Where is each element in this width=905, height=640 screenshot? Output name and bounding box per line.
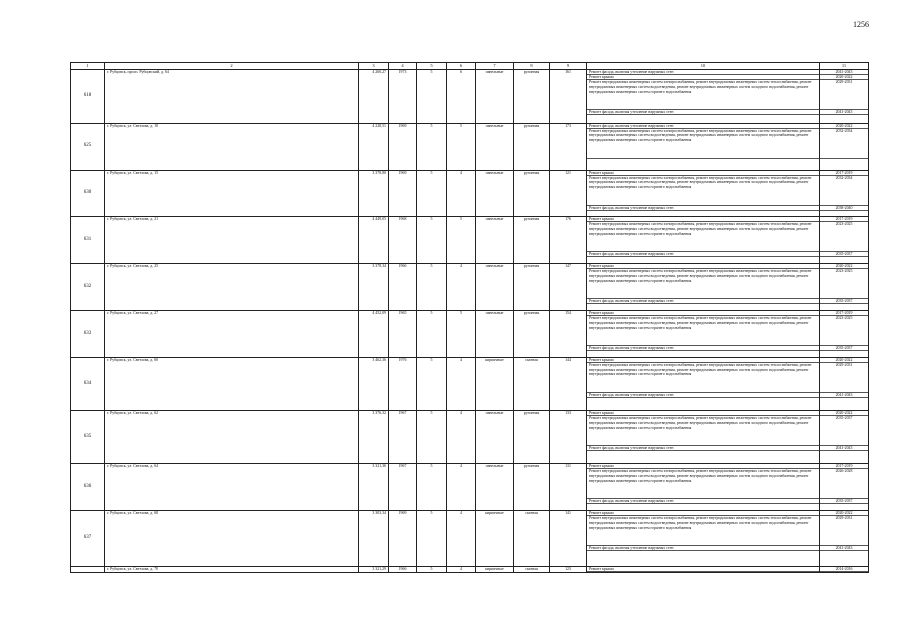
repair-period: 2020-2022 <box>820 411 868 416</box>
address: г. Рубцовск, ул. Светлова, д. 62 <box>105 411 359 464</box>
repair-period: 2023-2025 <box>820 222 868 252</box>
entrances: 4 <box>447 170 476 217</box>
repair-work-item: Ремонт крыши <box>587 464 819 469</box>
entrances: 4 <box>447 264 476 311</box>
repair-periods <box>820 123 869 170</box>
wall-material: кирпичные <box>476 357 514 410</box>
repair-period: 2017-2019 <box>820 311 868 316</box>
row-number <box>71 566 105 572</box>
repair-work-item: Ремонт фасада, включая утепление наружных стен <box>587 252 819 257</box>
repair-work-item: Ремонт внутридомовых инженерных систем электроснабжения, ремонт внутридомовых инженерных систем теплоснабжения, ремонт внутридомовых инженерных систем водоотведения, ремонт внутридомовых инженерных систем холодного водоснабжения, ремонт внутридомовых инженерных систем горячего водоснабжения <box>587 363 819 393</box>
build-year: 1976 <box>389 357 417 410</box>
repair-work-item: Ремонт фасада, включая утепление наружных стен <box>587 299 819 304</box>
floors: 5 <box>417 123 447 170</box>
repair-period: 2032-2034 <box>820 176 868 206</box>
address: г. Рубцовск, ул. Светлова, д. 60 <box>105 357 359 410</box>
address: г. Рубцовск, просп. Рубцовский, д. 64 <box>105 70 359 123</box>
page-number: 1256 <box>853 20 869 29</box>
row-number: 630 <box>71 170 105 217</box>
entrances: 4 <box>447 357 476 410</box>
row-number: 636 <box>71 464 105 511</box>
repair-work-item: Ремонт внутридомовых инженерных систем электроснабжения, ремонт внутридомовых инженерных систем теплоснабжения, ремонт внутридомовых инженерных систем водоотведения, ремонт внутридомовых инженерных систем холодного водоснабжения, ремонт внутридомовых инженерных систем горячего водоснабжения <box>587 469 819 499</box>
repair-period: 2020-2022 <box>820 358 868 363</box>
wall-material: панельные <box>476 70 514 123</box>
wall-material: панельные <box>476 264 514 311</box>
table-row <box>71 123 869 170</box>
column-number: 2 <box>105 63 359 70</box>
table-row <box>71 217 869 264</box>
repair-period: 2020-2022 <box>820 124 868 129</box>
repair-work-item: Ремонт внутридомовых инженерных систем электроснабжения, ремонт внутридомовых инженерных систем теплоснабжения, ремонт внутридомовых инженерных систем водоотведения, ремонт внутридомовых инженерных систем холодного водоснабжения, ремонт внутридомовых инженерных систем горячего водоснабжения <box>587 222 819 252</box>
repair-period: 2023-2025 <box>820 269 868 299</box>
repair-works <box>587 217 820 264</box>
repair-works <box>587 464 820 511</box>
row-number: 633 <box>71 311 105 358</box>
repair-periods <box>820 311 869 358</box>
total-area: 3 321,29 <box>359 566 389 572</box>
repair-period: 2038-2040 <box>820 206 868 211</box>
table-row <box>71 264 869 311</box>
build-year: 1969 <box>389 123 417 170</box>
repair-period: 2041-2043 <box>820 546 868 551</box>
total-area: 4 452,09 <box>359 311 389 358</box>
repair-work-item: Ремонт крыши <box>587 217 819 222</box>
repair-work-item: Ремонт фасада, включая утепление наружных стен <box>587 446 819 451</box>
table-row <box>71 170 869 217</box>
roof-type: скатная <box>514 511 550 566</box>
repair-work-item: Ремонт фасада, включая утепление наружных стен <box>587 70 819 75</box>
floors: 5 <box>417 170 447 217</box>
column-number: 9 <box>550 63 587 70</box>
address: г. Рубцовск, ул. Светлова, д. 15 <box>105 170 359 217</box>
repair-work-item: Ремонт крыши <box>587 264 819 269</box>
floors: 5 <box>417 411 447 464</box>
repair-period: 2035-2037 <box>820 252 868 257</box>
entrances: 5 <box>447 123 476 170</box>
residents: 144 <box>550 357 587 410</box>
residents: 176 <box>550 217 587 264</box>
entrances: 4 <box>447 464 476 511</box>
repair-work-item: Ремонт фасада, включая утепление наружных стен <box>587 124 819 129</box>
table-row <box>71 511 869 566</box>
repair-work-item: Ремонт внутридомовых инженерных систем электроснабжения, ремонт внутридомовых инженерных систем теплоснабжения, ремонт внутридомовых инженерных систем водоотведения, ремонт внутридомовых инженерных систем холодного водоснабжения, ремонт внутридомовых инженерных систем горячего водоснабжения <box>587 129 819 159</box>
row-number: 618 <box>71 70 105 123</box>
entrances: 4 <box>447 411 476 464</box>
repair-works <box>587 566 820 572</box>
column-number: 5 <box>417 63 447 70</box>
wall-material: кирпичные <box>476 511 514 566</box>
repair-work-item: Ремонт крыши <box>587 511 819 516</box>
table-row <box>71 357 869 410</box>
row-number: 631 <box>71 217 105 264</box>
repair-periods <box>820 217 869 264</box>
repair-period: 2017-2019 <box>820 171 868 176</box>
repair-periods <box>820 70 869 123</box>
repair-periods <box>820 170 869 217</box>
roof-type: рулонная <box>514 123 550 170</box>
build-year: 1966 <box>389 264 417 311</box>
repair-periods <box>820 264 869 311</box>
total-area: 4 449,05 <box>359 217 389 264</box>
repair-works <box>587 123 820 170</box>
roof-type: рулонная <box>514 217 550 264</box>
address: г. Рубцовск, ул. Светлова, д. 25 <box>105 264 359 311</box>
repair-works <box>587 357 820 410</box>
repair-works <box>587 264 820 311</box>
residents: 173 <box>550 123 587 170</box>
repair-works <box>587 311 820 358</box>
repair-periods <box>820 511 869 566</box>
repair-period: 2020-2022 <box>820 75 868 80</box>
repair-period: 2020-2022 <box>820 264 868 269</box>
roof-type: рулонная <box>514 411 550 464</box>
residents: 131 <box>550 464 587 511</box>
total-area: 4 260,27 <box>359 70 389 123</box>
roof-type: скатная <box>514 357 550 410</box>
total-area: 3 303,34 <box>359 511 389 566</box>
repair-work-item: Ремонт фасада, включая утепление наружных стен <box>587 546 819 551</box>
wall-material: панельные <box>476 311 514 358</box>
residents: 161 <box>550 70 587 123</box>
entrances: 4 <box>447 566 476 572</box>
repair-period: 2041-2043 <box>820 70 868 75</box>
repair-period: 2029-2031 <box>820 363 868 393</box>
repair-work-item: Ремонт крыши <box>587 358 819 363</box>
residents: 147 <box>550 264 587 311</box>
repair-period: 2041-2043 <box>820 110 868 115</box>
entrances: 6 <box>447 70 476 123</box>
residents: 133 <box>550 411 587 464</box>
roof-type: рулонная <box>514 170 550 217</box>
address: г. Рубцовск, ул. Светлова, д. 21 <box>105 217 359 264</box>
floors: 5 <box>417 217 447 264</box>
column-number: 10 <box>587 63 820 70</box>
floors: 5 <box>417 264 447 311</box>
roof-type: скатная <box>514 566 550 572</box>
repair-period: 2017-2019 <box>820 464 868 469</box>
address: г. Рубцовск, ул. Светлова, д. 70 <box>105 566 359 572</box>
repair-period: 2032-2034 <box>820 129 868 159</box>
build-year: 1965 <box>389 311 417 358</box>
row-number: 625 <box>71 123 105 170</box>
build-year: 1973 <box>389 70 417 123</box>
repair-period: 2041-2043 <box>820 446 868 451</box>
table-row <box>71 464 869 511</box>
floors: 5 <box>417 464 447 511</box>
floors: 5 <box>417 566 447 572</box>
residents: 154 <box>550 311 587 358</box>
repair-periods <box>820 464 869 511</box>
repair-period: 2029-2031 <box>820 80 868 110</box>
repair-work-item: Ремонт внутридомовых инженерных систем электроснабжения, ремонт внутридомовых инженерных систем теплоснабжения, ремонт внутридомовых инженерных систем водоотведения, ремонт внутридомовых инженерных систем холодного водоснабжения, ремонт внутридомовых инженерных систем горячего водоснабжения <box>587 416 819 446</box>
repair-work-item: Ремонт крыши <box>587 411 819 416</box>
build-year: 1969 <box>389 511 417 566</box>
address: г. Рубцовск, ул. Светлова, д. 27 <box>105 311 359 358</box>
roof-type: рулонная <box>514 264 550 311</box>
repair-period: 2041-2043 <box>820 393 868 398</box>
repair-period: 2035-2037 <box>820 299 868 304</box>
build-year: 1969 <box>389 170 417 217</box>
residents: 123 <box>550 566 587 572</box>
repair-work-item: Ремонт крыши <box>587 311 819 316</box>
repair-work-item: Ремонт фасада, включая утепление наружных стен <box>587 499 819 504</box>
column-number: 6 <box>447 63 476 70</box>
repair-periods <box>820 357 869 410</box>
row-number: 637 <box>71 511 105 566</box>
column-number: 4 <box>389 63 417 70</box>
repair-period: 2035-2037 <box>820 346 868 351</box>
wall-material: кирпичные <box>476 566 514 572</box>
capital-repair-table <box>70 62 869 573</box>
column-number: 3 <box>359 63 389 70</box>
wall-material: панельные <box>476 411 514 464</box>
repair-works <box>587 170 820 217</box>
total-area: 4 228,51 <box>359 123 389 170</box>
repair-work-item: Ремонт крыши <box>587 567 819 572</box>
floors: 5 <box>417 357 447 410</box>
column-number: 11 <box>820 63 869 70</box>
repair-work-item: Ремонт внутридомовых инженерных систем электроснабжения, ремонт внутридомовых инженерных систем теплоснабжения, ремонт внутридомовых инженерных систем водоотведения, ремонт внутридомовых инженерных систем холодного водоснабжения, ремонт внутридомовых инженерных систем горячего водоснабжения <box>587 269 819 299</box>
address: г. Рубцовск, ул. Светлова, д. 10 <box>105 123 359 170</box>
repair-work-item: Ремонт крыши <box>587 171 819 176</box>
build-year: 1967 <box>389 464 417 511</box>
roof-type: рулонная <box>514 311 550 358</box>
repair-work-item: Ремонт фасада, включая утепление наружных стен <box>587 110 819 115</box>
repair-period: 2023-2025 <box>820 316 868 346</box>
repair-works <box>587 411 820 464</box>
table-row <box>71 311 869 358</box>
repair-period: 2014-2016 <box>820 567 868 572</box>
build-year: 1967 <box>389 411 417 464</box>
row-number: 632 <box>71 264 105 311</box>
repair-period: 2035-2037 <box>820 499 868 504</box>
column-number-row <box>71 63 869 70</box>
total-area: 3 462,36 <box>359 357 389 410</box>
repair-work-item: Ремонт внутридомовых инженерных систем электроснабжения, ремонт внутридомовых инженерных систем теплоснабжения, ремонт внутридомовых инженерных систем водоотведения, ремонт внутридомовых инженерных систем холодного водоснабжения, ремонт внутридомовых инженерных систем горячего водоснабжения <box>587 80 819 110</box>
repair-period: 2026-2028 <box>820 469 868 499</box>
repair-work-item: Ремонт внутридомовых инженерных систем электроснабжения, ремонт внутридомовых инженерных систем теплоснабжения, ремонт внутридомовых инженерных систем водоотведения, ремонт внутридомовых инженерных систем холодного водоснабжения, ремонт внутридомовых инженерных систем горячего водоснабжения <box>587 176 819 206</box>
repair-work-item: Ремонт внутридомовых инженерных систем электроснабжения, ремонт внутридомовых инженерных систем теплоснабжения, ремонт внутридомовых инженерных систем водоотведения, ремонт внутридомовых инженерных систем холодного водоснабжения, ремонт внутридомовых инженерных систем горячего водоснабжения <box>587 316 819 346</box>
total-area: 3 378,80 <box>359 170 389 217</box>
entrances: 5 <box>447 311 476 358</box>
floors: 5 <box>417 70 447 123</box>
repair-work-item: Ремонт фасада, включая утепление наружных стен <box>587 393 819 398</box>
repair-periods <box>820 411 869 464</box>
column-number: 8 <box>514 63 550 70</box>
residents: 141 <box>550 511 587 566</box>
roof-type: рулонная <box>514 464 550 511</box>
entrances: 5 <box>447 217 476 264</box>
repair-period: 2029-2031 <box>820 516 868 546</box>
row-number: 635 <box>71 411 105 464</box>
table-row <box>71 566 869 572</box>
build-year: 1968 <box>389 217 417 264</box>
floors: 5 <box>417 311 447 358</box>
column-number: 7 <box>476 63 514 70</box>
repair-period: 2020-2022 <box>820 511 868 516</box>
total-area: 3 376,32 <box>359 411 389 464</box>
residents: 121 <box>550 170 587 217</box>
wall-material: панельные <box>476 170 514 217</box>
row-number: 634 <box>71 357 105 410</box>
repair-period: 2017-2019 <box>820 217 868 222</box>
table-row <box>71 70 869 123</box>
roof-type: рулонная <box>514 70 550 123</box>
address: г. Рубцовск, ул. Светлова, д. 68 <box>105 511 359 566</box>
total-area: 3 378,34 <box>359 264 389 311</box>
wall-material: панельные <box>476 464 514 511</box>
build-year: 1966 <box>389 566 417 572</box>
repair-work-item: Ремонт фасада, включая утепление наружных стен <box>587 206 819 211</box>
repair-work-item: Ремонт фасада, включая утепление наружных стен <box>587 346 819 351</box>
repair-work-item: Ремонт крыши <box>587 75 819 80</box>
wall-material: панельные <box>476 123 514 170</box>
floors: 5 <box>417 511 447 566</box>
address: г. Рубцовск, ул. Светлова, д. 64 <box>105 464 359 511</box>
column-number: 1 <box>71 63 105 70</box>
entrances: 4 <box>447 511 476 566</box>
repair-works <box>587 70 820 123</box>
total-area: 3 321,36 <box>359 464 389 511</box>
table-row <box>71 411 869 464</box>
repair-work-item: Ремонт внутридомовых инженерных систем электроснабжения, ремонт внутридомовых инженерных систем теплоснабжения, ремонт внутридомовых инженерных систем водоотведения, ремонт внутридомовых инженерных систем холодного водоснабжения, ремонт внутридомовых инженерных систем горячего водоснабжения <box>587 516 819 546</box>
repair-period: 2035-2037 <box>820 416 868 446</box>
repair-works <box>587 511 820 566</box>
wall-material: панельные <box>476 217 514 264</box>
repair-periods <box>820 566 869 572</box>
